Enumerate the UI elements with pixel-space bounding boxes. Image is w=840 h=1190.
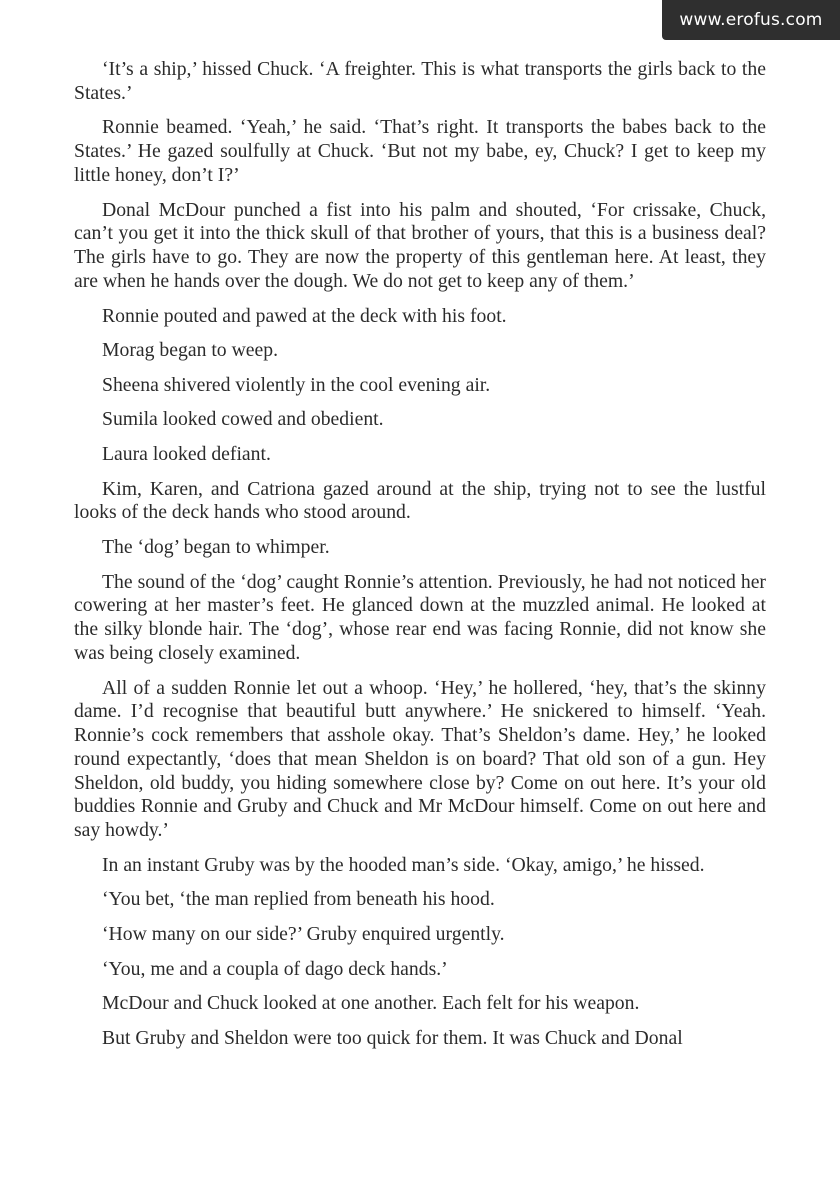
paragraph: The sound of the ‘dog’ caught Ronnie’s attention. Previously, he had not noticed her cowering at her master’s feet. He glanced down at the muzzled animal. He looked at the silky blonde hair. The ‘dog’, whose rear end was facing Ronnie, did not know she was being closely examined. [74,570,766,664]
site-watermark: www.erofus.com [662,0,840,40]
paragraph: Ronnie beamed. ‘Yeah,’ he said. ‘That’s right. It transports the babes back to the States.’ He gazed soulfully at Chuck. ‘But not my babe, ey, Chuck? I get to keep my little honey, don’t I?’ [74,116,766,186]
paragraph: Sumila looked cowed and obedient. [102,408,384,431]
paragraph: Ronnie pouted and pawed at the deck with his foot. [102,304,507,327]
paragraph: But Gruby and Sheldon were too quick for them. It was Chuck and Donal [102,1026,683,1049]
paragraph: ‘You, me and a coupla of dago deck hands.’ [102,957,448,980]
paragraph: Kim, Karen, and Catriona gazed around at the ship, trying not to see the lustful looks of the deck hands who stood around. [74,477,766,524]
paragraph: McDour and Chuck looked at one another. Each felt for his weapon. [102,992,640,1015]
book-page [74,58,766,1061]
paragraph: All of a sudden Ronnie let out a whoop. ‘Hey,’ he hollered, ‘hey, that’s the skinny dame. I’d recognise that beautiful butt anywhere.’ He snickered to himself. ‘Yeah. Ronnie’s cock remembers that asshole okay. That’s Sheldon’s dame. Hey,’ he looked round expectantly, ‘does that mean Sheldon is on board? That old son of a gun. Hey Sheldon, old buddy, you hiding somewhere close by? Come on out here. It’s your old buddies Ronnie and Gruby and Chuck and Mr McDour himself. Come on out here and say howdy.’ [74,676,766,842]
paragraph: Sheena shivered violently in the cool evening air. [102,373,491,396]
paragraph: ‘It’s a ship,’ hissed Chuck. ‘A freighter. This is what transports the girls back to the States.’ [74,58,766,104]
paragraph: The ‘dog’ began to whimper. [102,535,330,558]
paragraph: ‘You bet, ‘the man replied from beneath his hood. [102,888,495,911]
paragraph: Laura looked defiant. [102,442,271,465]
paragraph: Morag began to weep. [102,339,279,362]
paragraph: ‘How many on our side?’ Gruby enquired urgently. [102,923,505,946]
paragraph: Donal McDour punched a fist into his palm and shouted, ‘For crissake, Chuck, can’t you get it into the thick skull of that brother of yours, that this is a business deal? The girls have to go. They are now the property of this gentleman here. At least, they are when he hands over the dough. We do not get to keep any of them.’ [74,198,766,292]
paragraph: In an instant Gruby was by the hooded man’s side. ‘Okay, amigo,’ he hissed. [102,853,705,876]
